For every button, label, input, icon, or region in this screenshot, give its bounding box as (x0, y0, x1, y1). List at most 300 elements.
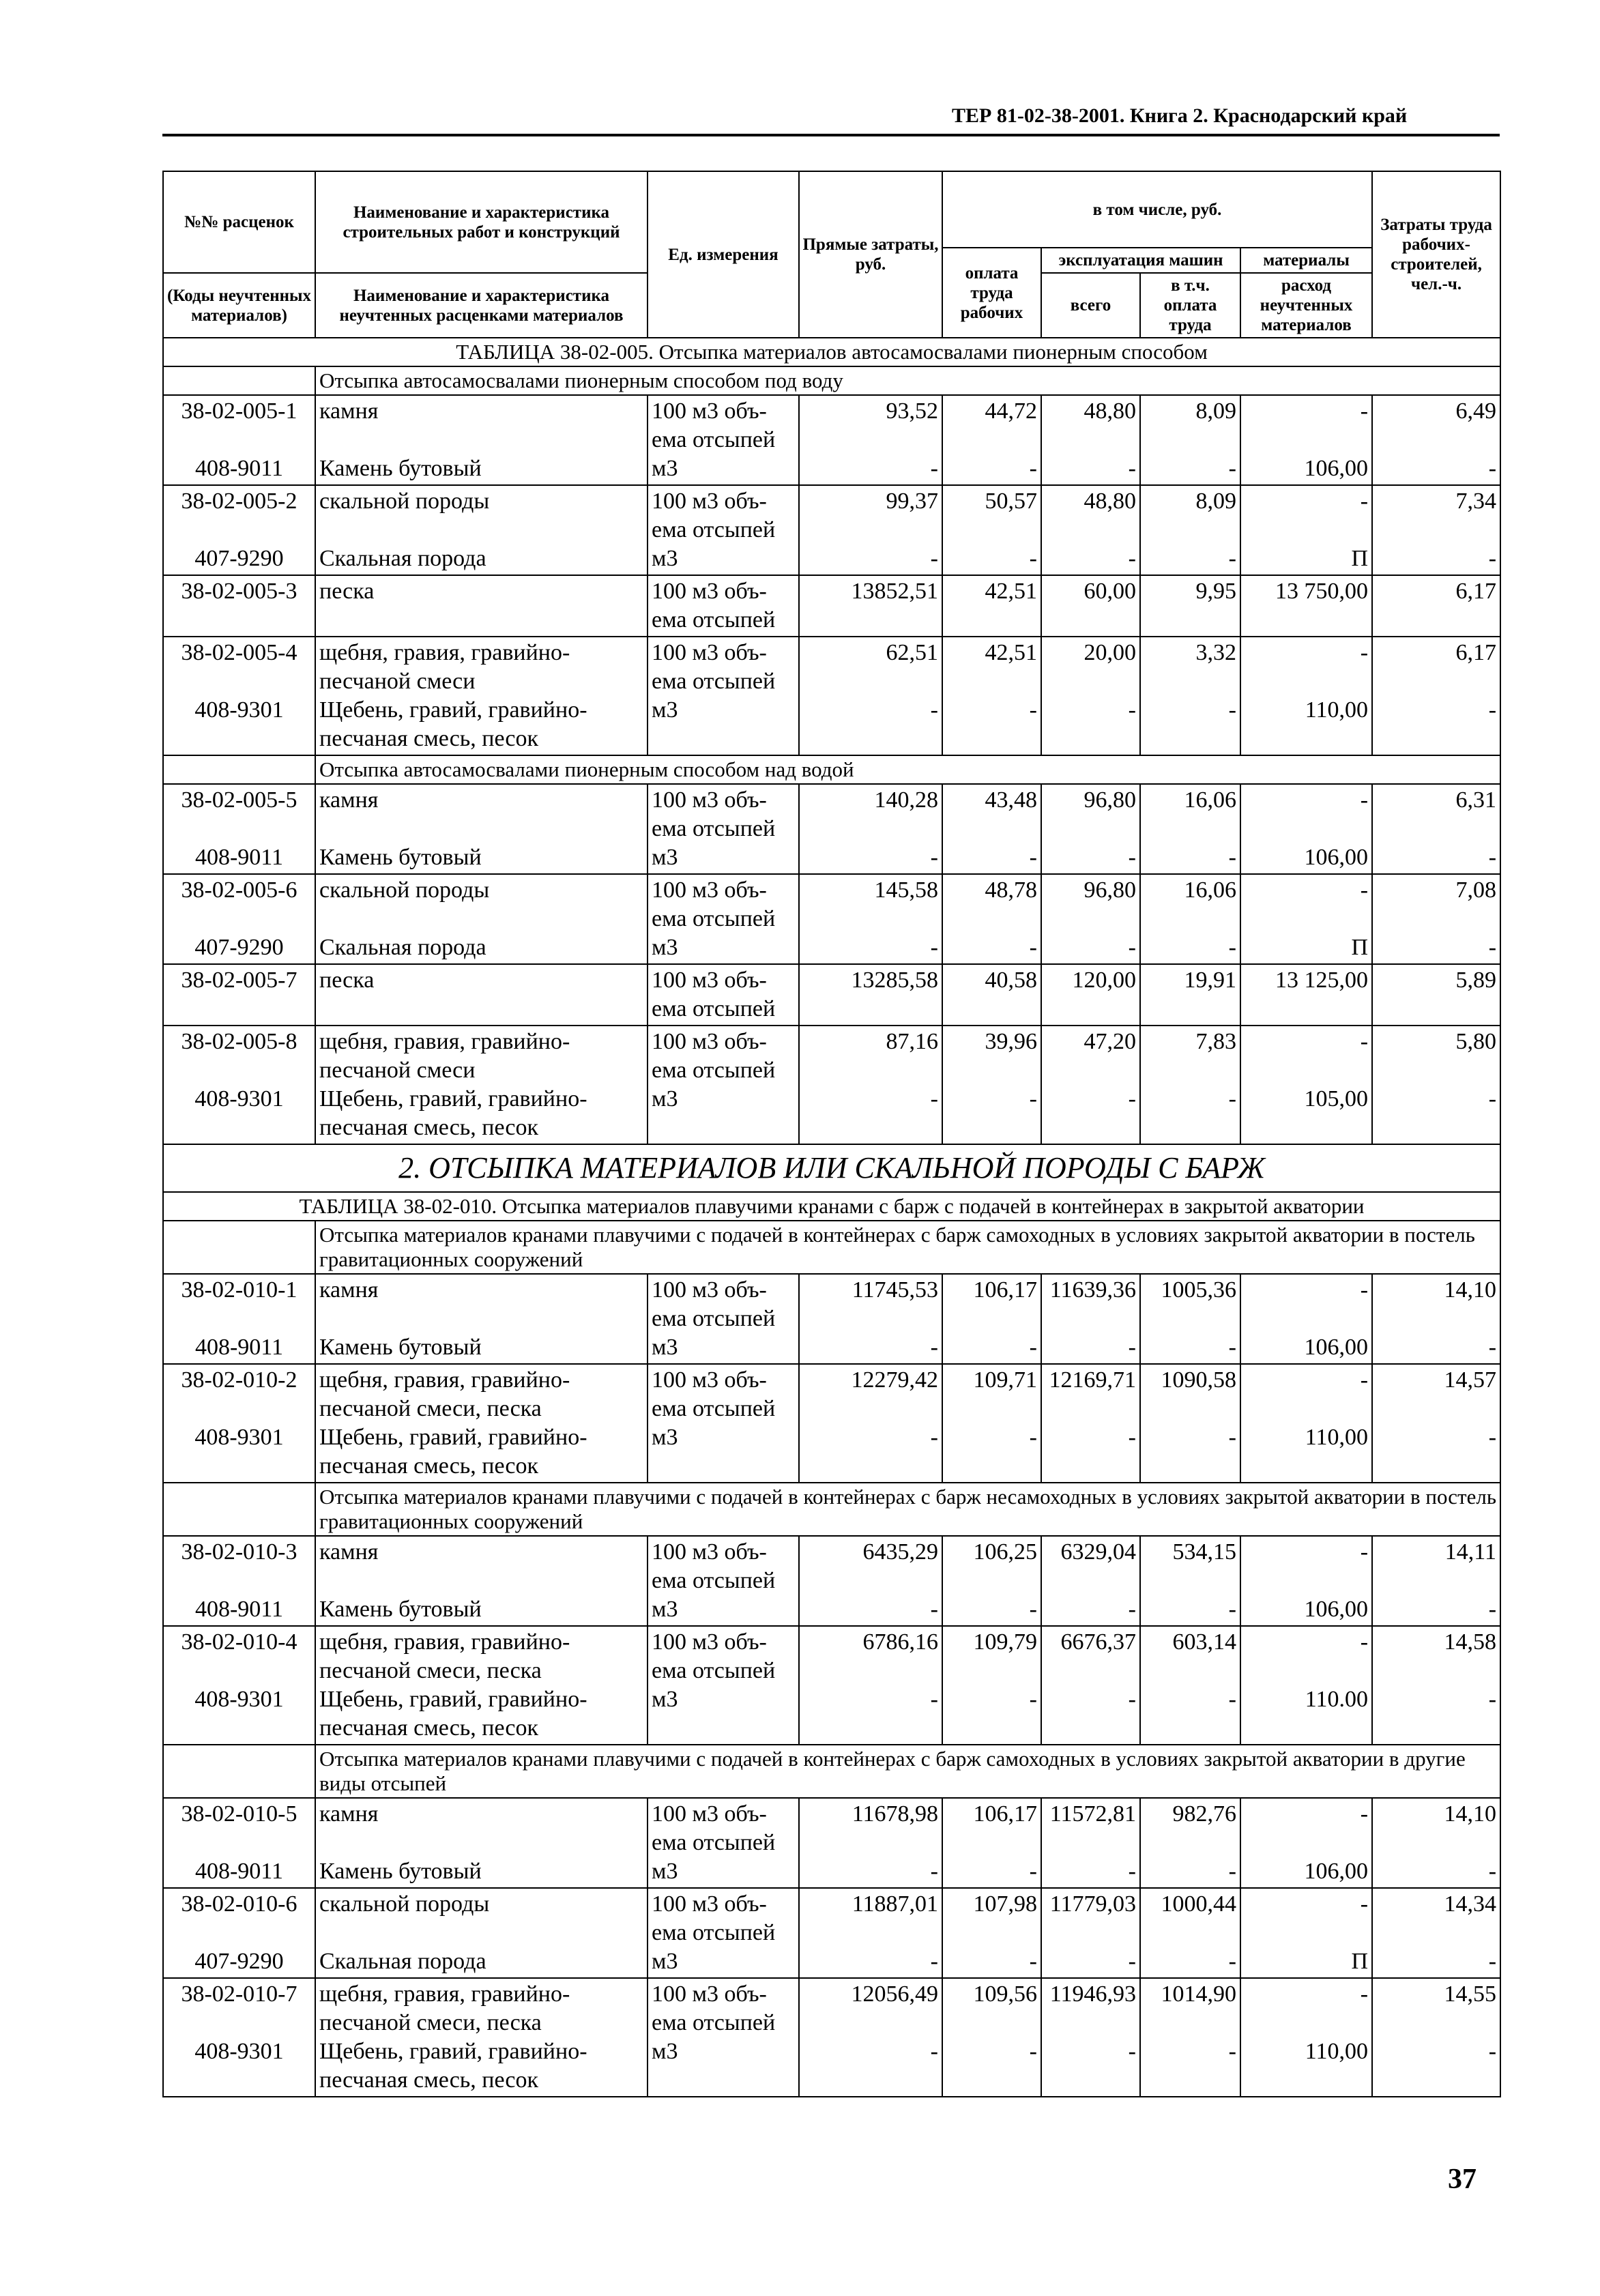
materials-cost-value: - (1360, 1891, 1369, 1917)
unit-material-value: м3 (652, 1949, 678, 1974)
work-name-line: песчаной смеси, песка (319, 1658, 542, 1683)
group-subtitle: Отсыпка автосамосвалами пионерным способом под воду (315, 366, 1500, 395)
labor-hours-material-value: - (1488, 1425, 1497, 1450)
labor-cost-material-value: - (1029, 1597, 1037, 1622)
rate-code-cell (163, 485, 315, 575)
machine-cost-material-value: - (1128, 1949, 1136, 1974)
machine-labor-cost (1140, 1978, 1240, 2097)
direct-cost-material-value: - (930, 546, 938, 571)
labor-cost-value: 39,96 (985, 1029, 1037, 1054)
machine-cost-material-value: - (1128, 1086, 1136, 1111)
materials-cost-material-value: 105,00 (1304, 1086, 1369, 1111)
labor-cost-material-value: - (1029, 1086, 1037, 1111)
materials-cost (1240, 637, 1372, 755)
work-name-line: щебня, гравия, гравийно- (319, 1981, 570, 2007)
direct-cost-value: 62,51 (886, 640, 938, 665)
machine-cost (1041, 575, 1140, 637)
machine-cost-value: 11946,93 (1049, 1981, 1136, 2007)
rate-code: 38-02-010-6 (181, 1891, 297, 1917)
labor-hours-value: 5,89 (1455, 968, 1497, 993)
rate-code: 38-02-010-7 (181, 1981, 297, 2007)
unit-line: 100 м3 объ- (652, 1981, 767, 2007)
direct-cost (799, 1626, 942, 1745)
machine-labor-cost-value: 534,15 (1172, 1539, 1236, 1565)
work-name-line: щебня, гравия, гравийно- (319, 1629, 570, 1655)
materials-cost-material-value: П (1351, 1949, 1369, 1974)
unit (648, 395, 799, 485)
machine-labor-cost (1140, 1626, 1240, 1745)
unit-material-value: м3 (652, 935, 678, 960)
machine-labor-cost-material-value: - (1228, 1335, 1236, 1360)
rate-code-cell (163, 637, 315, 755)
machine-cost (1041, 485, 1140, 575)
materials-cost-material-value: 106,00 (1304, 1859, 1369, 1884)
empty-code-cell (163, 366, 315, 395)
work-name-material-line: Камень бутовый (319, 1597, 482, 1622)
unit-material-value: м3 (652, 845, 678, 870)
header-incl: в том числе, руб. (942, 171, 1372, 248)
materials-cost (1240, 784, 1372, 874)
rate-row (163, 637, 1500, 755)
table2-title-row (163, 1192, 1500, 1221)
direct-cost-value: 6435,29 (862, 1539, 938, 1565)
group-subtitle-row (163, 1221, 1500, 1274)
header-name-top: Наименование и характеристика строительных работ и конструкций (315, 171, 648, 273)
labor-hours-value: 6,49 (1455, 398, 1497, 424)
machine-cost-material-value: - (1128, 845, 1136, 870)
machine-labor-cost-value: 8,09 (1195, 489, 1236, 514)
materials-cost (1240, 964, 1372, 1026)
rate-code-cell (163, 1888, 315, 1978)
labor-cost-material-value: - (1029, 546, 1037, 571)
work-name-material-line: Скальная порода (319, 546, 486, 571)
group-subtitle: Отсыпка материалов кранами плавучими с подачей в контейнерах с барж самоходных в условиях закрытой акватории в постель гравитационных сооружений (315, 1221, 1500, 1274)
machine-labor-cost (1140, 1364, 1240, 1483)
machine-cost (1041, 1978, 1140, 2097)
rate-row (163, 1978, 1500, 2097)
labor-cost-material-value: - (1029, 1425, 1037, 1450)
work-name-material-line: Щебень, гравий, гравийно- (319, 1425, 587, 1450)
labor-hours-material-value: - (1488, 2039, 1497, 2064)
work-name-line: камня (319, 1277, 379, 1303)
work-name-line: скальной породы (319, 877, 490, 903)
labor-hours-value: 6,31 (1455, 787, 1497, 813)
labor-cost-material-value: - (1029, 845, 1037, 870)
empty-code-cell (163, 1221, 315, 1274)
direct-cost-material-value: - (930, 1687, 938, 1712)
rate-code: 38-02-010-5 (181, 1801, 297, 1827)
rate-row (163, 1274, 1500, 1364)
direct-cost (799, 1274, 942, 1364)
work-name (315, 964, 648, 1026)
unit-line: ема отсыпей (652, 1058, 776, 1083)
labor-hours-value: 14,55 (1444, 1981, 1497, 2007)
work-name-material-line: Камень бутовый (319, 845, 482, 870)
labor-cost-material-value: - (1029, 1335, 1037, 1360)
direct-cost (799, 1364, 942, 1483)
unit (648, 637, 799, 755)
header-machines: эксплуатация машин (1041, 248, 1240, 273)
material-code: 408-9011 (194, 845, 284, 870)
rate-row (163, 874, 1500, 964)
rate-code: 38-02-005-8 (181, 1029, 297, 1054)
unit-material-value: м3 (652, 1086, 678, 1111)
material-code: 407-9290 (194, 546, 284, 571)
unit-line: 100 м3 объ- (652, 489, 767, 514)
materials-cost-value: - (1360, 1629, 1369, 1655)
materials-cost-value: - (1360, 877, 1369, 903)
labor-hours-value: 14,34 (1444, 1891, 1497, 1917)
machine-labor-cost-value: 9,95 (1195, 579, 1236, 604)
machine-cost (1041, 1274, 1140, 1364)
labor-cost (942, 395, 1041, 485)
table-body (163, 338, 1500, 2097)
machine-labor-cost (1140, 1798, 1240, 1888)
group-subtitle: Отсыпка материалов кранами плавучими с подачей в контейнерах с барж несамоходных в условиях закрытой акватории в постель гравитационных сооружений (315, 1483, 1500, 1536)
work-name-material-line: песчаная смесь, песок (319, 1715, 539, 1741)
unit-line: ема отсыпей (652, 427, 776, 452)
machine-cost-value: 60,00 (1083, 579, 1136, 604)
direct-cost-material-value: - (930, 1425, 938, 1450)
labor-cost-value: 43,48 (985, 787, 1037, 813)
labor-hours (1372, 1888, 1500, 1978)
machine-labor-cost-material-value: - (1228, 1949, 1236, 1974)
materials-cost-material-value: 110,00 (1305, 1425, 1369, 1450)
table1-title-row (163, 338, 1500, 366)
materials-cost-material-value: 106,00 (1304, 456, 1369, 481)
machine-labor-cost-value: 1000,44 (1161, 1891, 1236, 1917)
unit-line: ема отсыпей (652, 996, 776, 1021)
work-name-material-line: Щебень, гравий, гравийно- (319, 1687, 587, 1712)
labor-cost-value: 44,72 (985, 398, 1037, 424)
work-name (315, 1888, 648, 1978)
material-code: 408-9011 (194, 1859, 284, 1884)
empty-code-cell (163, 1483, 315, 1536)
labor-cost-value: 106,17 (973, 1277, 1037, 1303)
labor-cost (942, 1274, 1041, 1364)
machine-cost-material-value: - (1128, 935, 1136, 960)
work-name (315, 575, 648, 637)
labor-hours-material-value: - (1488, 1859, 1497, 1884)
rate-code: 38-02-010-2 (181, 1367, 297, 1393)
labor-cost-value: 109,71 (973, 1367, 1037, 1393)
unit-line: 100 м3 объ- (652, 1277, 767, 1303)
rate-code: 38-02-005-1 (181, 398, 297, 424)
group-subtitle-row (163, 755, 1500, 784)
group-subtitle-row (163, 1745, 1500, 1798)
labor-cost-material-value: - (1029, 935, 1037, 960)
unit (648, 1536, 799, 1626)
materials-cost (1240, 1798, 1372, 1888)
material-code: 408-9011 (194, 1335, 284, 1360)
labor-hours-value: 14,57 (1444, 1367, 1497, 1393)
labor-cost (942, 1978, 1041, 2097)
material-code: 407-9290 (194, 935, 284, 960)
machine-labor-cost-value: 982,76 (1172, 1801, 1236, 1827)
group-subtitle-row (163, 1483, 1500, 1536)
labor-hours (1372, 784, 1500, 874)
direct-cost (799, 485, 942, 575)
unit-material-value: м3 (652, 456, 678, 481)
materials-cost-material-value: 106,00 (1304, 1335, 1369, 1360)
rate-code-cell (163, 1026, 315, 1144)
material-code: 408-9301 (194, 2039, 284, 2064)
material-code: 408-9301 (194, 1086, 284, 1111)
work-name-line: скальной породы (319, 489, 490, 514)
labor-hours-material-value: - (1488, 546, 1497, 571)
machine-labor-cost (1140, 1536, 1240, 1626)
direct-cost-material-value: - (930, 845, 938, 870)
material-code: 408-9301 (194, 697, 284, 723)
rate-row (163, 1364, 1500, 1483)
labor-hours-material-value: - (1488, 1597, 1497, 1622)
labor-hours (1372, 1026, 1500, 1144)
unit-line: ема отсыпей (652, 607, 776, 633)
machine-labor-cost (1140, 784, 1240, 874)
work-name-material-line: песчаная смесь, песок (319, 1115, 539, 1140)
work-name-line: щебня, гравия, гравийно- (319, 1367, 570, 1393)
unit-material-value: м3 (652, 1859, 678, 1884)
labor-cost-value: 106,17 (973, 1801, 1037, 1827)
unit-line: 100 м3 объ- (652, 398, 767, 424)
labor-cost (942, 1536, 1041, 1626)
rate-code-cell (163, 575, 315, 637)
labor-hours (1372, 874, 1500, 964)
machine-labor-cost (1140, 1026, 1240, 1144)
rates-table-wrapper (162, 171, 1500, 2097)
labor-cost-value: 109,56 (973, 1981, 1037, 2007)
rate-code: 38-02-005-5 (181, 787, 297, 813)
work-name-material-line: Камень бутовый (319, 1859, 482, 1884)
machine-labor-cost-value: 603,14 (1172, 1629, 1236, 1655)
machine-labor-cost-value: 8,09 (1195, 398, 1236, 424)
unit-line: 100 м3 объ- (652, 1539, 767, 1565)
direct-cost-value: 87,16 (886, 1029, 938, 1054)
unit (648, 964, 799, 1026)
machine-labor-cost-value: 16,06 (1184, 787, 1236, 813)
group-subtitle: Отсыпка автосамосвалами пионерным способом над водой (315, 755, 1500, 784)
labor-cost-material-value: - (1029, 1859, 1037, 1884)
labor-cost (942, 1364, 1041, 1483)
rate-code-cell (163, 874, 315, 964)
direct-cost (799, 1888, 942, 1978)
rate-code: 38-02-005-3 (181, 579, 297, 604)
machine-cost-material-value: - (1128, 1597, 1136, 1622)
rate-row (163, 1536, 1500, 1626)
rate-row (163, 1626, 1500, 1745)
unit-material-value: м3 (652, 697, 678, 723)
labor-hours (1372, 637, 1500, 755)
work-name-line: щебня, гравия, гравийно- (319, 1029, 570, 1054)
unit (648, 1888, 799, 1978)
work-name-line: камня (319, 1539, 379, 1565)
unit (648, 1978, 799, 2097)
unit (648, 1626, 799, 1745)
labor-hours (1372, 1626, 1500, 1745)
empty-code-cell (163, 1745, 315, 1798)
materials-cost-material-value: 110.00 (1305, 1687, 1369, 1712)
machine-cost (1041, 1026, 1140, 1144)
labor-hours (1372, 485, 1500, 575)
work-name-line: песка (319, 579, 375, 604)
direct-cost (799, 575, 942, 637)
labor-cost-value: 50,57 (985, 489, 1037, 514)
labor-cost-value: 106,25 (973, 1539, 1037, 1565)
rate-code: 38-02-005-2 (181, 489, 297, 514)
labor-hours-material-value: - (1488, 697, 1497, 723)
materials-cost-value: - (1360, 787, 1369, 813)
labor-hours (1372, 1364, 1500, 1483)
work-name-material-line: Камень бутовый (319, 456, 482, 481)
labor-hours-value: 5,80 (1455, 1029, 1497, 1054)
materials-cost-material-value: 106,00 (1304, 1597, 1369, 1622)
materials-cost (1240, 1626, 1372, 1745)
labor-hours (1372, 395, 1500, 485)
page-number: 37 (1448, 2164, 1477, 2195)
work-name (315, 1364, 648, 1483)
machine-labor-cost (1140, 1888, 1240, 1978)
machine-labor-cost (1140, 964, 1240, 1026)
machine-cost (1041, 964, 1140, 1026)
document-header: ТЕР 81-02-38-2001. Книга 2. Краснодарский край (952, 104, 1408, 127)
rate-code-cell (163, 784, 315, 874)
materials-cost (1240, 874, 1372, 964)
material-code: 408-9301 (194, 1425, 284, 1450)
machine-labor-cost (1140, 874, 1240, 964)
materials-cost (1240, 395, 1372, 485)
unit-material-value: м3 (652, 2039, 678, 2064)
unit-line: ема отсыпей (652, 816, 776, 841)
rate-code: 38-02-005-7 (181, 968, 297, 993)
section-title: 2. ОТСЫПКА МАТЕРИАЛОВ ИЛИ СКАЛЬНОЙ ПОРОДЫ С БАРЖ (163, 1144, 1500, 1192)
rate-code: 38-02-010-4 (181, 1629, 297, 1655)
unit-material-value: м3 (652, 1687, 678, 1712)
labor-cost (942, 1798, 1041, 1888)
labor-cost (942, 784, 1041, 874)
materials-cost-material-value: 106,00 (1304, 845, 1369, 870)
labor-cost-value: 40,58 (985, 968, 1037, 993)
machine-cost (1041, 1626, 1140, 1745)
materials-cost (1240, 1274, 1372, 1364)
material-code: 407-9290 (194, 1949, 284, 1974)
work-name-line: песчаной смеси, песка (319, 2010, 542, 2035)
labor-cost-material-value: - (1029, 456, 1037, 481)
labor-hours-material-value: - (1488, 1687, 1497, 1712)
labor-cost-value: 107,98 (973, 1891, 1037, 1917)
header-code-bottom: (Коды неучтенных материалов) (163, 273, 315, 338)
table-header (163, 171, 1500, 338)
work-name-line: песка (319, 968, 375, 993)
direct-cost-material-value: - (930, 697, 938, 723)
machine-labor-cost-material-value: - (1228, 1597, 1236, 1622)
labor-hours-material-value: - (1488, 1086, 1497, 1111)
direct-cost (799, 1978, 942, 2097)
labor-hours-material-value: - (1488, 456, 1497, 481)
work-name (315, 637, 648, 755)
machine-cost-material-value: - (1128, 456, 1136, 481)
direct-cost-value: 145,58 (874, 877, 938, 903)
work-name-line: песчаной смеси (319, 669, 476, 694)
labor-hours (1372, 1274, 1500, 1364)
rate-row (163, 575, 1500, 637)
empty-code-cell (163, 755, 315, 784)
materials-cost-material-value: П (1351, 935, 1369, 960)
labor-cost (942, 637, 1041, 755)
machine-labor-cost-value: 16,06 (1184, 877, 1236, 903)
unit-line: 100 м3 объ- (652, 1629, 767, 1655)
header-unaccounted: расход неучтенных материалов (1240, 273, 1372, 338)
machine-labor-cost-value: 19,91 (1184, 968, 1236, 993)
labor-hours-value: 14,11 (1444, 1539, 1497, 1565)
labor-hours (1372, 964, 1500, 1026)
direct-cost-material-value: - (930, 1597, 938, 1622)
labor-hours (1372, 1978, 1500, 2097)
header-workers: Затраты труда рабочих-строителей, чел.-ч. (1372, 171, 1500, 338)
direct-cost-material-value: - (930, 1335, 938, 1360)
labor-hours-material-value: - (1488, 1949, 1497, 1974)
direct-cost-material-value: - (930, 2039, 938, 2064)
header-name-bottom: Наименование и характеристика неучтенных расценками материалов (315, 273, 648, 338)
materials-cost (1240, 1888, 1372, 1978)
work-name (315, 1536, 648, 1626)
work-name-material-line: Скальная порода (319, 935, 486, 960)
header-materials: материалы (1240, 248, 1372, 273)
machine-cost (1041, 395, 1140, 485)
work-name (315, 874, 648, 964)
direct-cost-value: 6786,16 (862, 1629, 938, 1655)
work-name (315, 1626, 648, 1745)
labor-hours-value: 7,08 (1455, 877, 1497, 903)
header-labor: оплата труда рабочих (942, 248, 1041, 338)
material-code: 408-9301 (194, 1687, 284, 1712)
work-name-material-line: песчаная смесь, песок (319, 2067, 539, 2093)
header-mach-total: всего (1041, 273, 1140, 338)
work-name (315, 485, 648, 575)
materials-cost (1240, 575, 1372, 637)
materials-cost-value: - (1360, 640, 1369, 665)
machine-cost-material-value: - (1128, 697, 1136, 723)
materials-cost-material-value: 110,00 (1305, 697, 1369, 723)
direct-cost (799, 784, 942, 874)
unit-line: ема отсыпей (652, 1568, 776, 1593)
section-title-row (163, 1144, 1500, 1192)
unit-line: 100 м3 объ- (652, 1801, 767, 1827)
labor-cost-material-value: - (1029, 1949, 1037, 1974)
rate-row (163, 1888, 1500, 1978)
rate-row (163, 1026, 1500, 1144)
labor-hours-value: 6,17 (1455, 640, 1497, 665)
direct-cost-value: 11745,53 (852, 1277, 938, 1303)
rate-row (163, 964, 1500, 1026)
labor-cost (942, 575, 1041, 637)
work-name-material-line: Щебень, гравий, гравийно- (319, 697, 587, 723)
work-name (315, 1026, 648, 1144)
machine-cost (1041, 1536, 1140, 1626)
materials-cost-value: - (1360, 1801, 1369, 1827)
machine-labor-cost-material-value: - (1228, 2039, 1236, 2064)
labor-hours-value: 6,17 (1455, 579, 1497, 604)
machine-cost-material-value: - (1128, 1859, 1136, 1884)
rate-code: 38-02-005-6 (181, 877, 297, 903)
machine-cost-value: 47,20 (1083, 1029, 1136, 1054)
work-name-material-line: Скальная порода (319, 1949, 486, 1974)
work-name-line: камня (319, 787, 379, 813)
direct-cost (799, 964, 942, 1026)
work-name-line: песчаной смеси, песка (319, 1396, 542, 1421)
direct-cost (799, 874, 942, 964)
machine-cost-value: 20,00 (1083, 640, 1136, 665)
direct-cost-material-value: - (930, 1086, 938, 1111)
